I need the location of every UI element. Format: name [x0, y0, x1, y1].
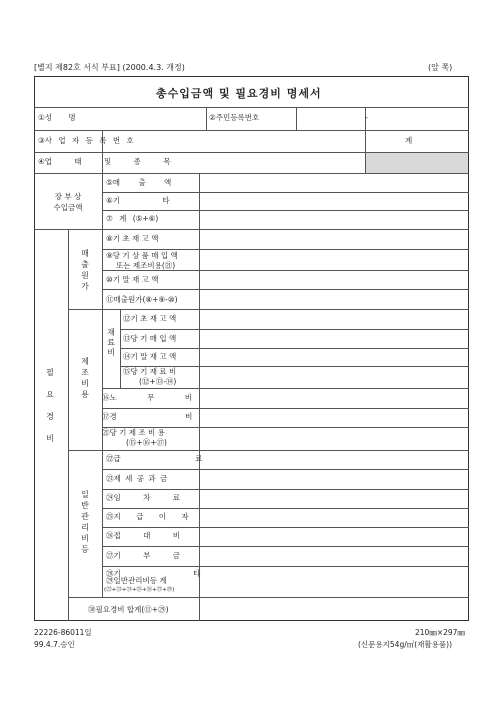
form-number: 22226-86011일 [34, 628, 92, 637]
revenue-total-label: ⑦ 계 (⑤+⑥) [106, 214, 159, 223]
manufacturing-total-formula: (⑮+⑯+⑰) [126, 438, 167, 447]
expenses-group-label: 필 요 경 비 [46, 368, 54, 443]
approval-date: 99.4.7.승인 [34, 640, 75, 649]
closing-inventory-label: ⑩기 말 재 고 액 [106, 275, 159, 284]
sga-group-label: 일 반 관 리 비 등 [81, 490, 89, 554]
sga-total-formula: (㉒+㉓+㉔+㉕+㉖+㉗+㉘) [104, 587, 175, 593]
materials-closing-label: ⑭기 말 재 고 액 [123, 352, 177, 361]
paper-size: 210㎜×297㎜ [415, 628, 465, 637]
sga-total-label: ㉙일반관리비등 계 [106, 576, 167, 585]
purchases-label: ⑨당 기 상 품 매 입 액 [106, 251, 178, 260]
overhead-label: ⑰경 비 [102, 412, 193, 421]
materials-total-label: ⑮당 기 재 료 비 [123, 367, 177, 376]
entertainment-label: ㉖접 대 비 [106, 531, 181, 540]
revenue-group-label: 장 부 상 수입금액 [53, 192, 83, 212]
other-revenue-label: ⑥기 타 [106, 196, 170, 205]
manufacturing-total-label: ㉑당 기 제 조 비 용 [102, 428, 165, 437]
name-label: ①성 명 [38, 113, 76, 122]
donations-label: ㉗기 부 금 [106, 551, 181, 560]
total-column-header: 계 [405, 136, 413, 145]
rent-label: ㉔임 차 료 [106, 493, 181, 502]
manufacturing-group-label: 제 조 비 용 [81, 357, 89, 399]
interest-label: ㉕지 급 이 자 [106, 512, 189, 521]
materials-opening-label: ⑫기 초 재 고 액 [123, 314, 177, 323]
shaded-cell [365, 152, 468, 173]
salaries-label: ㉒급 료 [106, 454, 203, 463]
manufacturing-cost-label: 또는 제조비용(㉑) [116, 261, 176, 270]
resident-number-label: ②주민등록번호 [209, 113, 260, 122]
resident-number-dash: - [365, 113, 368, 122]
other-expense-label: ㉘기 타 [106, 569, 201, 578]
taxes-label: ㉓제 세 공 과 금 [106, 474, 168, 483]
materials-total-formula: (⑫+⑬-⑭) [139, 377, 177, 386]
paper-type: (신문용지54g/㎡(재활용품)) [358, 640, 452, 649]
grand-total-label: ㉚필요경비 합계(⑪+㉙) [88, 605, 169, 614]
form-reference: [별지 제82호 서식 부표] (2000.4.3. 개정) [34, 63, 185, 72]
form-title: 총수입금액 및 필요경비 명세서 [156, 87, 322, 100]
cogs-group-label: 매 출 원 가 [81, 249, 89, 291]
sales-label: ⑤매 출 액 [106, 178, 172, 187]
business-number-label: ③사 업 자 등 록 번 호 [38, 136, 134, 145]
materials-group-label: 재 료 비 [107, 328, 115, 357]
labor-cost-label: ⑯노 무 비 [102, 393, 193, 402]
business-type-label: ④업 태 및 종 목 [38, 157, 171, 166]
materials-purchases-label: ⑬당 기 매 입 액 [123, 334, 177, 343]
cogs-total-label: ⑪매출원가(⑧+⑨-⑩) [106, 295, 178, 304]
opening-inventory-label: ⑧기 초 재 고 액 [106, 234, 159, 243]
page-side-label: (앞 쪽) [428, 63, 453, 72]
